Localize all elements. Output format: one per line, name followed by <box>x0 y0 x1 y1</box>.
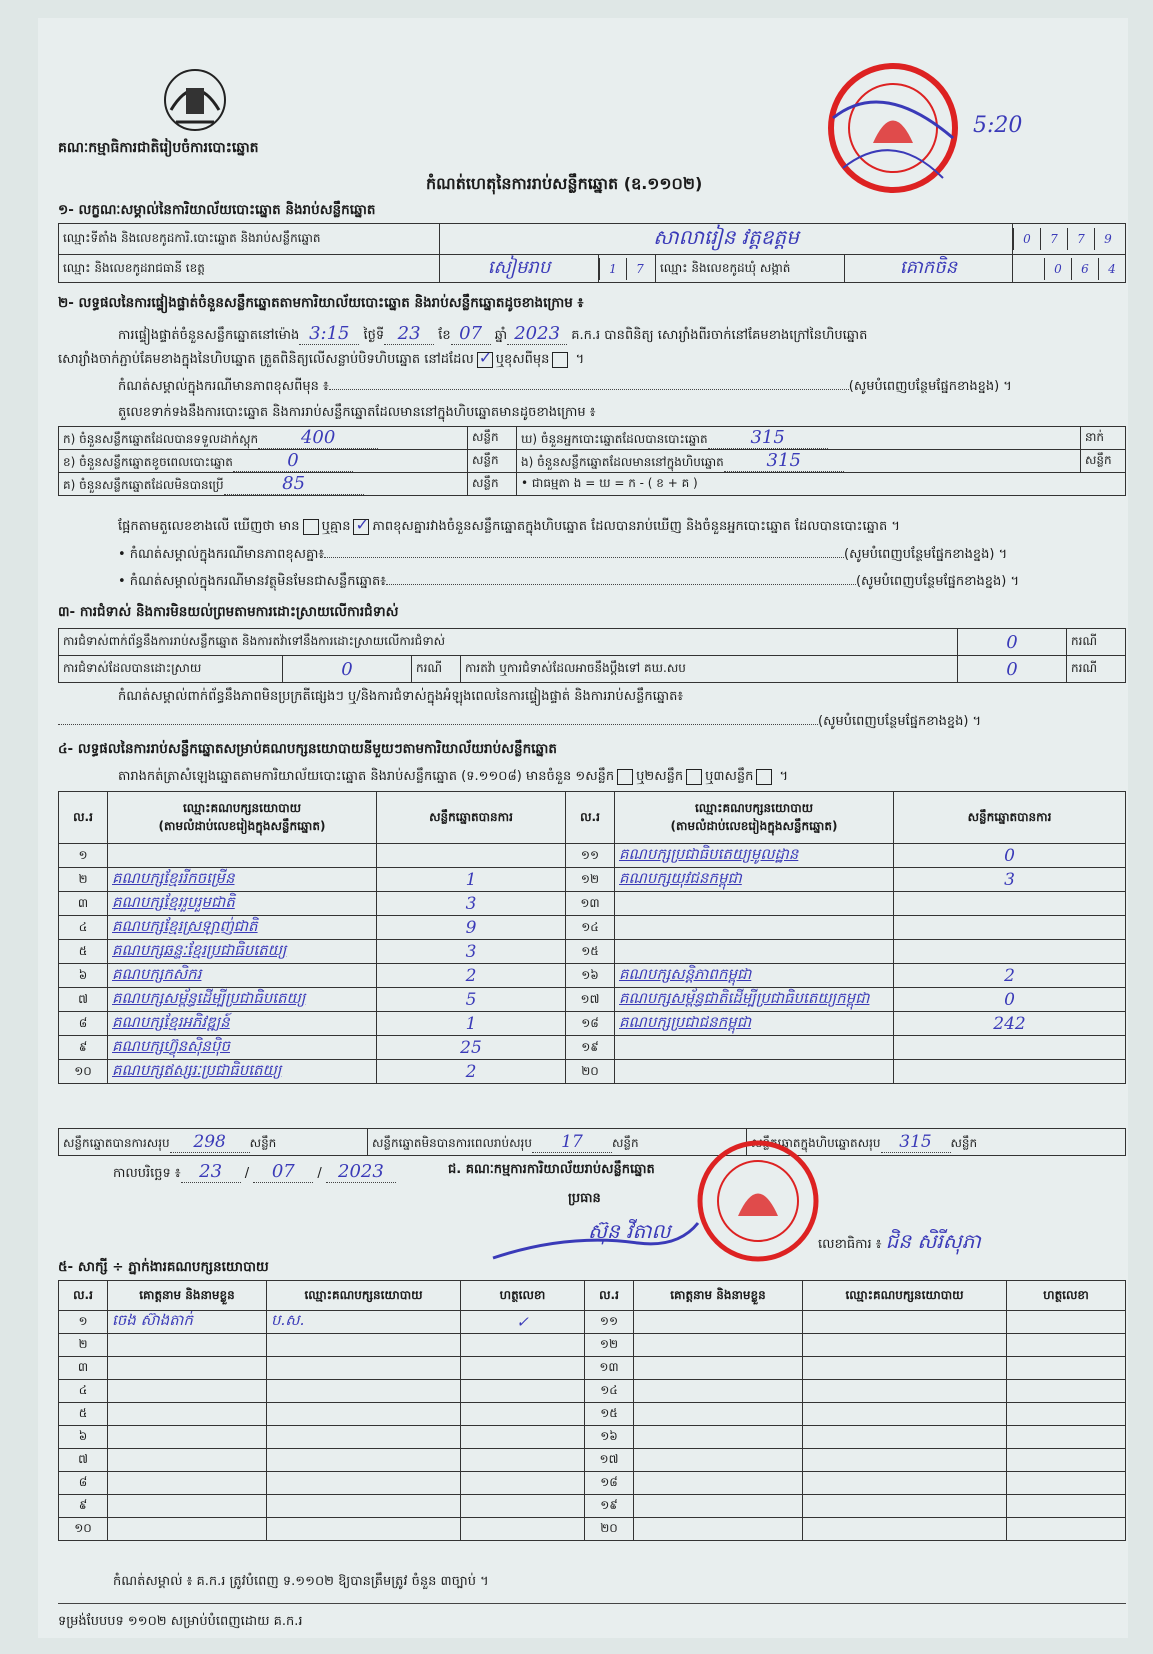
table-cell <box>803 1334 1007 1357</box>
secretary-name: ជិន សិរីសុភា <box>885 1229 981 1253</box>
stamp-time: 5:20 <box>973 113 1023 138</box>
witness-name <box>108 1518 267 1541</box>
ballots-unused: 85 <box>224 473 364 495</box>
row-number: ១១ <box>566 844 615 868</box>
irregularity-note: កំណត់សម្គាល់ពាក់ព័ន្ធនឹងភាពមិនប្រក្រតីផ្សេងៗ ឬ/និងការជំទាស់ក្នុងអំឡុងពេលនៃការផ្ទៀងផ្ទាត់ និងការរាប់សន្លឹកឆ្នោត៖ <box>118 689 684 704</box>
table-row <box>59 1380 1126 1403</box>
table-cell <box>1007 1334 1126 1357</box>
party-name: គណបក្សហ៊្វុនស៊ិនប៉ិច <box>108 1036 377 1060</box>
section1-title: ១- លក្ខណៈសម្គាល់នៃការិយាល័យបោះឆ្នោត និងរាប់សន្លឹកឆ្នោត <box>58 202 376 218</box>
results-table <box>58 791 1126 1084</box>
station-name: សាលារៀន វត្តឧត្តម <box>440 224 1013 255</box>
row-number: ១៥ <box>566 940 615 964</box>
table-cell <box>1007 1426 1126 1449</box>
witness-signature <box>461 1495 585 1518</box>
bullet-nonballot: • កំណត់សម្គាល់ក្នុងករណីមានវត្ថុមិនមែនជាសន្លឹកឆ្នោត៖ (សូមបំពេញបន្ថែមផ្នែកខាងខ្នង) ។ <box>118 574 1020 589</box>
signoff-title: ជ. គណៈកម្មការការិយាល័យរាប់សន្លឹកឆ្នោត <box>448 1162 655 1177</box>
vote-count: 3 <box>894 868 1126 892</box>
table-cell <box>634 1311 803 1334</box>
table-cell: ១១ <box>585 1311 634 1334</box>
table-cell <box>1007 1449 1126 1472</box>
commune-name: គោកចិន <box>845 255 1013 283</box>
form-footer: ទម្រង់បែបបទ ១១០២ សម្រាប់បំពេញដោយ គ.ក.រ <box>58 1614 303 1629</box>
witness-signature <box>461 1334 585 1357</box>
table-cell <box>1007 1357 1126 1380</box>
one-sheet-checkbox[interactable] <box>617 769 633 785</box>
three-sheets-checkbox[interactable] <box>756 769 772 785</box>
row-number: ១៤ <box>566 916 615 940</box>
objections-table: ការជំទាស់ពាក់ព័ន្ធនឹងការរាប់សន្លឹកឆ្នោត និងការតវ៉ាទៅនឹងការដោះស្រាយលើការជំទាស់ 0 ករណី ការជំទាស់ដែលបានដោះស្រាយ 0 ករណី ការតវ៉ា ឬការជំទាស់ដែលអាចនឹងប្តឹងទៅ គឃ.សប 0 ករណី <box>58 628 1126 683</box>
witness-signature: ✓ <box>461 1311 585 1334</box>
party-name: គណបក្សឥស្សរៈប្រជាធិបតេយ្យ <box>108 1060 377 1084</box>
table-cell <box>803 1449 1007 1472</box>
table-row <box>59 1357 1126 1380</box>
table-cell: ១៧ <box>585 1449 634 1472</box>
date-line: កាលបរិច្ឆេទ ៖ 23 / 07 / 2023 <box>113 1161 396 1184</box>
form-title: កំណត់ហេតុនៃការរាប់សន្លឹកឆ្នោត (ឧ.១១០២) <box>426 174 703 193</box>
col-party: ឈ្មោះគណបក្សនយោបាយ (តាមលំដាប់លេខរៀងក្នុងសន្លឹកឆ្នោត) <box>108 792 377 844</box>
table-cell <box>1007 1311 1126 1334</box>
ballots-received: 400 <box>258 427 378 449</box>
footnote: កំណត់សម្គាល់ ៖ គ.ក.រ ត្រូវបំពេញ ទ.១១០២ ឱ្យបានត្រឹមត្រូវ ចំនួន ៣ច្បាប់ ។ <box>113 1574 489 1589</box>
table-row <box>59 892 1126 916</box>
witness-table: ល.រ គោត្តនាម និងនាមខ្លួន ឈ្មោះគណបក្សនយោបាយ ហត្ថលេខា ល.រ គោត្តនាម និងនាមខ្លួន ឈ្មោះគណបក្សនយោបាយ ហត្ថលេខា ១ ចេង ស៊ាងតាក់ ប.ស. ✓ ១១ ២ ១២ ៣ ១៣ ៤ ១៤ ៥ ១៥ ៦ ១៦ ៧ ១៧ ៨ ១៨ ៩ ១៩ ១០ ២០ <box>58 1280 1126 1541</box>
two-sheets-checkbox[interactable] <box>686 769 702 785</box>
witness-party <box>267 1495 461 1518</box>
party-name: គណបក្សកសិករ <box>108 964 377 988</box>
party-name: គណបក្សសន្តិភាពកម្ពុជា <box>615 964 894 988</box>
table-row <box>59 1495 1126 1518</box>
vote-count: 2 <box>894 964 1126 988</box>
province-code: 1 7 <box>599 255 656 283</box>
row-number: ១ <box>59 844 108 868</box>
table-cell <box>1007 1403 1126 1426</box>
row-number: ៤ <box>59 916 108 940</box>
appeal-count: 0 <box>958 656 1067 683</box>
row-number: ៦ <box>59 964 108 988</box>
station-code: 0 7 7 9 <box>1013 224 1126 255</box>
witness-name <box>108 1449 267 1472</box>
witness-signature <box>461 1426 585 1449</box>
table-cell <box>803 1357 1007 1380</box>
chair-name: ស៊ុន វីតាល <box>588 1219 671 1243</box>
table-cell: ២ <box>59 1334 108 1357</box>
verify-year: 2023 <box>507 323 567 345</box>
table-cell: ៣ <box>59 1357 108 1380</box>
commune-label: ឈ្មោះ និងលេខកូដឃុំ សង្កាត់ <box>656 255 845 283</box>
table-cell: ៦ <box>59 1426 108 1449</box>
section4-title: ៤- លទ្ធផលនៃការរាប់សន្លឹកឆ្នោតសម្រាប់គណបក្សនយោបាយនីមួយៗតាមការិយាល័យរាប់សន្លឹកឆ្នោត <box>58 741 557 757</box>
vote-count: 25 <box>377 1036 566 1060</box>
witness-party <box>267 1426 461 1449</box>
form-page <box>38 18 1128 1638</box>
totals-table: សន្លឹកឆ្នោតបានការសរុប 298 សន្លឹក សន្លឹកឆ្នោតមិនបានការពេលរាប់សរុប 17 សន្លឹក សន្លឹកឆ្នោតក្នុងហិបឆ្នោតសរុប 315 សន្លឹក <box>58 1128 1126 1156</box>
row-number: ៥ <box>59 940 108 964</box>
resolved-count: 0 <box>283 656 412 683</box>
figures-row: គ) ចំនួនសន្លឹកឆ្នោតដែលមិនបានប្រើ 85 សន្លឹក • ជាធម្មតា ង = ឃ = ក - ( ខ + គ ) <box>59 473 1126 496</box>
station-table <box>58 223 1126 283</box>
party-name: គណបក្សយុវជនកម្ពុជា <box>615 868 894 892</box>
table-row <box>59 1518 1126 1541</box>
table-cell <box>634 1334 803 1357</box>
party-name: គណបក្សខ្មែររួបរួមជាតិ <box>108 892 377 916</box>
table-cell: ១៦ <box>585 1426 634 1449</box>
table-row <box>59 1311 1126 1334</box>
table-cell <box>634 1449 803 1472</box>
party-name <box>615 892 894 916</box>
voters-voted: 315 <box>708 427 828 449</box>
vote-count: 2 <box>377 964 566 988</box>
vote-count <box>894 940 1126 964</box>
total-valid: 298 <box>170 1132 250 1153</box>
witness-party <box>267 1357 461 1380</box>
party-name: គណបក្សសម្ព័ន្ធដើម្បីប្រជាធិបតេយ្យ <box>108 988 377 1012</box>
table-cell: ១០ <box>59 1518 108 1541</box>
witness-name <box>108 1403 267 1426</box>
witness-party <box>267 1380 461 1403</box>
party-name: គណបក្សឆន្ទៈខ្មែរប្រជាធិបតេយ្យ <box>108 940 377 964</box>
witness-signature <box>461 1403 585 1426</box>
row-number: ៣ <box>59 892 108 916</box>
table-cell <box>634 1357 803 1380</box>
table-cell: ១៤ <box>585 1380 634 1403</box>
party-name: គណបក្សប្រជាធិបតេយ្យមូលដ្ឋាន <box>615 844 894 868</box>
party-name: គណបក្សខ្មែរអភិវឌ្ឍន៍ <box>108 1012 377 1036</box>
witness-signature <box>461 1357 585 1380</box>
table-cell <box>634 1380 803 1403</box>
table-cell: ១៨ <box>585 1472 634 1495</box>
table-cell <box>803 1311 1007 1334</box>
date-month: 07 <box>253 1161 313 1183</box>
seal-same-checkbox[interactable] <box>477 352 493 368</box>
party-name: គណបក្សខ្មែររីកចម្រើន <box>108 868 377 892</box>
table-cell <box>634 1495 803 1518</box>
table-row <box>59 1012 1126 1036</box>
table-row <box>59 1060 1126 1084</box>
table-cell: ៥ <box>59 1403 108 1426</box>
table-cell <box>634 1518 803 1541</box>
table-row <box>59 1334 1126 1357</box>
table-row <box>59 868 1126 892</box>
witness-name <box>108 1495 267 1518</box>
table-cell <box>803 1380 1007 1403</box>
vote-count <box>894 1036 1126 1060</box>
vote-count: 3 <box>377 892 566 916</box>
table-cell <box>1007 1495 1126 1518</box>
col-party-right: ឈ្មោះគណបក្សនយោបាយ (តាមលំដាប់លេខរៀងក្នុងសន្លឹកឆ្នោត) <box>615 792 894 844</box>
table-cell: ៨ <box>59 1472 108 1495</box>
table-cell <box>634 1426 803 1449</box>
table-cell: ៧ <box>59 1449 108 1472</box>
row-number: ៨ <box>59 1012 108 1036</box>
official-stamp-icon <box>693 1136 823 1266</box>
ballots-spoiled: 0 <box>233 450 353 472</box>
official-stamp-icon <box>823 58 963 198</box>
vote-count: 5 <box>377 988 566 1012</box>
vote-count <box>894 892 1126 916</box>
province-label: ឈ្មោះ និងលេខកូដរាជធានី ខេត្ត <box>63 260 205 275</box>
table-row <box>59 988 1126 1012</box>
vote-count: 2 <box>377 1060 566 1084</box>
table-row <box>59 1472 1126 1495</box>
chair-signature-icon <box>488 1213 708 1273</box>
party-name <box>615 1060 894 1084</box>
verify-month: 07 <box>451 323 491 345</box>
figures-intro: តួលេខទាក់ទងនឹងការបោះឆ្នោត និងការរាប់សន្លឹកឆ្នោតដែលមាននៅក្នុងហិបឆ្នោតមានដូចខាងក្រោម ៖ <box>118 405 596 420</box>
row-number: ១៦ <box>566 964 615 988</box>
figures-table <box>58 426 1126 496</box>
row-number: ១២ <box>566 868 615 892</box>
ballots-in-box: 315 <box>724 450 844 472</box>
appeal-label: ការតវ៉ា ឬការជំទាស់ដែលអាចនឹងប្តឹងទៅ គឃ.សប <box>461 656 958 683</box>
witness-signature <box>461 1518 585 1541</box>
province-name: សៀមរាប <box>440 255 599 283</box>
vote-count: 3 <box>377 940 566 964</box>
party-name: គណបក្សប្រជាជនកម្ពុជា <box>615 1012 894 1036</box>
table-row <box>59 964 1126 988</box>
table-cell: ១៣ <box>585 1357 634 1380</box>
table-cell <box>803 1518 1007 1541</box>
witness-party <box>267 1518 461 1541</box>
table-cell: ១៩ <box>585 1495 634 1518</box>
verification-line: ការផ្ទៀងផ្ទាត់ចំនួនសន្លឹកឆ្នោតនៅម៉ោង 3:15 ថ្ងៃទី 23 ខែ 07 ឆ្នាំ 2023 គ.ក.រ បានពិនិត្យ សោរ្យាំងពីរចាក់នៅគែមខាងក្រៅនៃហិបឆ្នោត <box>118 323 868 344</box>
witness-name <box>108 1334 267 1357</box>
witness-name <box>108 1472 267 1495</box>
table-cell: ១៥ <box>585 1403 634 1426</box>
party-name <box>615 940 894 964</box>
secretary-line: លេខាធិការ ៖ ជិន សិរីសុភា <box>818 1229 981 1253</box>
vote-count: 242 <box>894 1012 1126 1036</box>
vote-count <box>894 1060 1126 1084</box>
witness-party <box>267 1449 461 1472</box>
table-cell: ៤ <box>59 1380 108 1403</box>
vote-count: 9 <box>377 916 566 940</box>
vote-count: 0 <box>894 844 1126 868</box>
station-label: ឈ្មោះទីតាំង និងលេខកូដការិ.បោះឆ្នោត និងរាប់សន្លឹកឆ្នោត <box>59 224 440 255</box>
table-row <box>59 1449 1126 1472</box>
table-cell: ២០ <box>585 1518 634 1541</box>
nec-emblem-icon <box>156 60 234 138</box>
vote-count: 0 <box>894 988 1126 1012</box>
table-cell <box>634 1472 803 1495</box>
figures-row: ខ) ចំនួនសន្លឹកឆ្នោតខូចពេលបោះឆ្នោត 0 សន្លឹក ង) ចំនួនសន្លឹកឆ្នោតដែលមាននៅក្នុងហិបឆ្នោត 315 សន្លឹក <box>59 450 1126 473</box>
irregularity-fill: (សូមបំពេញបន្ថែមផ្នែកខាងខ្នង) ។ <box>58 713 981 732</box>
col-votes-right: សន្លឹកឆ្នោតបានការ <box>894 792 1126 844</box>
objections-label: ការជំទាស់ពាក់ព័ន្ធនឹងការរាប់សន្លឹកឆ្នោត និងការតវ៉ាទៅនឹងការដោះស្រាយលើការជំទាស់ <box>59 629 958 656</box>
tally-sheets-line: តារាងកត់ត្រាសំឡេងឆ្នោតតាមការិយាល័យបោះឆ្នោត និងរាប់សន្លឹកឆ្នោត (ទ.១១០៨) មានចំនួន ១សន្លឹក ឬ២សន្លឹក ឬ៣សន្លឹក ។ <box>118 769 789 784</box>
col-votes: សន្លឹកឆ្នោតបានការ <box>377 792 566 844</box>
diff-note-line: កំណត់សម្គាល់ក្នុងករណីមានភាពខុសពីមុន ៖ (សូមបំពេញបន្ថែមផ្នែកខាងខ្នង) ។ <box>118 379 1012 394</box>
witness-name: ចេង ស៊ាងតាក់ <box>108 1311 267 1334</box>
witness-signature <box>461 1449 585 1472</box>
row-number: ១៩ <box>566 1036 615 1060</box>
committee-name: គណៈកម្មាធិការជាតិរៀបចំការបោះឆ្នោត <box>58 140 259 156</box>
difference-yes-checkbox[interactable] <box>303 519 319 535</box>
seal-line: សោរ្យាំងចាក់ភ្ជាប់គែមខាងក្នុងនៃហិបឆ្នោត ត្រួតពិនិត្យលើសន្លាប់បិទហិបឆ្នោត នៅដដែល✓ ឬខុសពីមុន ។ <box>58 351 584 370</box>
table-row <box>59 916 1126 940</box>
table-cell <box>1007 1380 1126 1403</box>
formula: • ជាធម្មតា ង = ឃ = ក - ( ខ + គ ) <box>517 473 1126 496</box>
row-number: ១៨ <box>566 1012 615 1036</box>
difference-line: ផ្អែកតាមតួលេខខាងលើ ឃើញថា មាន ឬគ្មាន✓ ភាពខុសគ្នារវាងចំនួនសន្លឹកឆ្នោតក្នុងហិបឆ្នោត ដែលបានរាប់ឃើញ និងចំនួនអ្នកបោះឆ្នោត ដែលបានបោះឆ្នោត ។ <box>118 518 900 537</box>
row-number: ៧ <box>59 988 108 1012</box>
date-year: 2023 <box>326 1161 396 1183</box>
party-name <box>615 1036 894 1060</box>
table-cell: ១២ <box>585 1334 634 1357</box>
verify-time: 3:15 <box>299 323 359 345</box>
vote-count <box>894 916 1126 940</box>
table-cell <box>1007 1472 1126 1495</box>
table-cell: ៩ <box>59 1495 108 1518</box>
table-cell <box>1007 1518 1126 1541</box>
table-row <box>59 844 1126 868</box>
figures-row: ក) ចំនួនសន្លឹកឆ្នោតដែលបានទទួលដាក់ស្តុក 400 សន្លឹក ឃ) ចំនួនអ្នកបោះឆ្នោតដែលបានបោះឆ្នោត 315 នាក់ <box>59 427 1126 450</box>
total-in-box: 315 <box>881 1132 951 1153</box>
table-cell <box>634 1403 803 1426</box>
date-day: 23 <box>181 1161 241 1183</box>
witness-signature <box>461 1380 585 1403</box>
row-number: ៩ <box>59 1036 108 1060</box>
witness-name <box>108 1426 267 1449</box>
resolved-label: ការជំទាស់ដែលបានដោះស្រាយ <box>59 656 283 683</box>
seal-changed-checkbox[interactable] <box>552 352 568 368</box>
vote-count <box>377 844 566 868</box>
section5-title: ៥- សាក្សី ÷ ភ្នាក់ងារគណបក្សនយោបាយ <box>58 1259 269 1275</box>
party-name <box>615 916 894 940</box>
witness-name <box>108 1357 267 1380</box>
section2-title: ២- លទ្ធផលនៃការផ្ទៀងផ្ទាត់ចំនួនសន្លឹកឆ្នោតតាមការិយាល័យបោះឆ្នោត និងរាប់សន្លឹកឆ្នោតដូចខាងក្រោម ៖ <box>58 295 584 311</box>
witness-name <box>108 1380 267 1403</box>
row-number: ២០ <box>566 1060 615 1084</box>
verify-day: 23 <box>384 323 434 345</box>
vote-count: 1 <box>377 868 566 892</box>
witness-party <box>267 1403 461 1426</box>
col-no: ល.រ <box>59 792 108 844</box>
commune-code: 0 6 4 <box>1013 255 1126 283</box>
row-number: ២ <box>59 868 108 892</box>
objections-count: 0 <box>958 629 1067 656</box>
witness-party: ប.ស. <box>267 1311 461 1334</box>
party-name: គណបក្សខ្មែរស្រឡាញ់ជាតិ <box>108 916 377 940</box>
table-cell <box>803 1403 1007 1426</box>
table-row <box>59 940 1126 964</box>
bullet-diff: • កំណត់សម្គាល់ក្នុងករណីមានភាពខុសគ្នា៖ (សូមបំពេញបន្ថែមផ្នែកខាងខ្នង) ។ <box>118 547 1008 562</box>
table-row <box>59 1426 1126 1449</box>
table-cell <box>803 1472 1007 1495</box>
chair-label: ប្រធាន <box>568 1191 601 1206</box>
difference-no-checkbox[interactable] <box>353 519 369 535</box>
table-cell: ១ <box>59 1311 108 1334</box>
vote-count: 1 <box>377 1012 566 1036</box>
table-row <box>59 1036 1126 1060</box>
table-cell <box>803 1426 1007 1449</box>
total-invalid: 17 <box>532 1132 612 1153</box>
col-no-right: ល.រ <box>566 792 615 844</box>
witness-party <box>267 1472 461 1495</box>
row-number: ១៧ <box>566 988 615 1012</box>
row-number: ១០ <box>59 1060 108 1084</box>
row-number: ១៣ <box>566 892 615 916</box>
witness-signature <box>461 1472 585 1495</box>
party-name: គណបក្សសម្ព័ន្ធជាតិដើម្បីប្រជាធិបតេយ្យកម្ពុជា <box>615 988 894 1012</box>
section3-title: ៣- ការជំទាស់ និងការមិនយល់ព្រមតាមការដោះស្រាយលើការជំទាស់ <box>58 604 399 620</box>
table-row <box>59 1403 1126 1426</box>
party-name <box>108 844 377 868</box>
witness-party <box>267 1334 461 1357</box>
table-cell <box>803 1495 1007 1518</box>
